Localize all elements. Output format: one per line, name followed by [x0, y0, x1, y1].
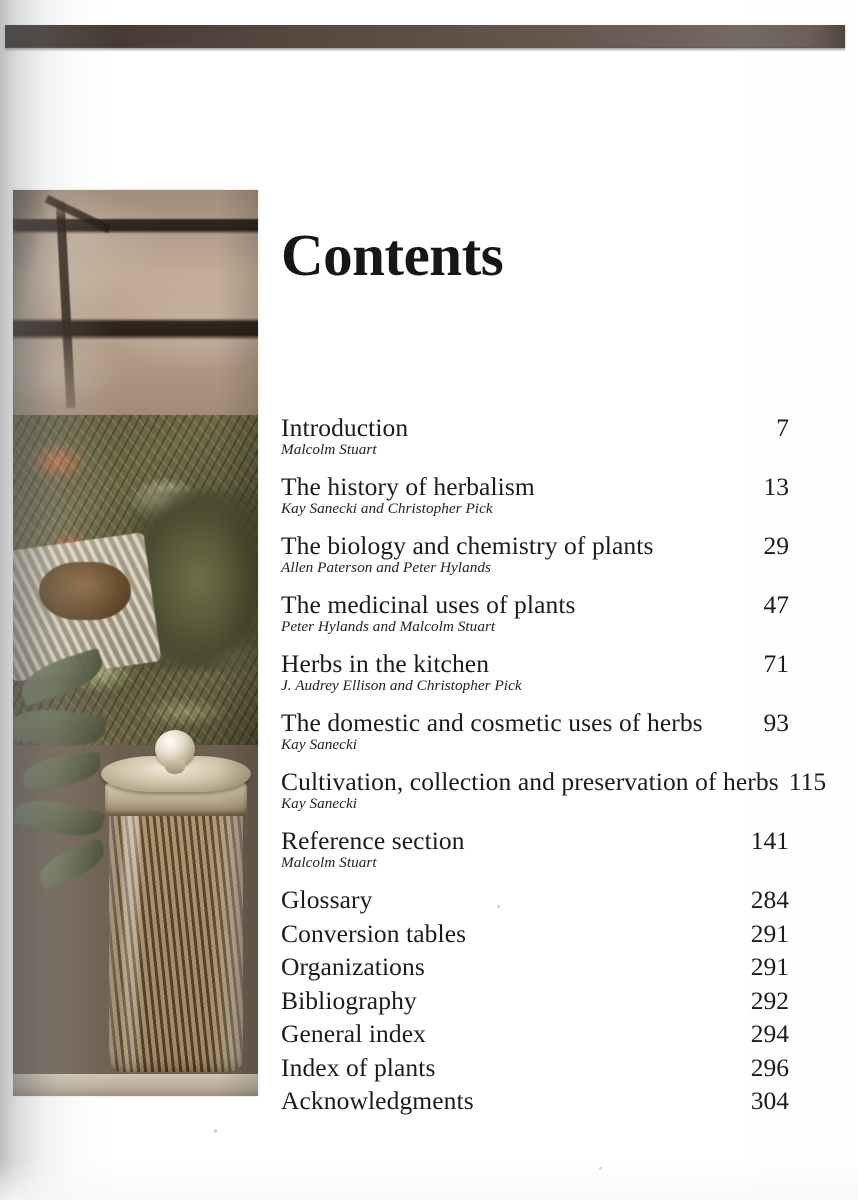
toc-entry-page-number: 13 [763, 472, 789, 501]
toc-entry-page-number: 29 [763, 531, 789, 560]
toc-entry-main [281, 827, 789, 855]
toc-entry-main [281, 532, 789, 560]
back-matter-list [281, 886, 789, 1115]
toc-entry-title: The domestic and cosmetic uses of herbs [281, 708, 703, 737]
photo-stem-branch [45, 195, 111, 233]
toc-entry-author: Kay Sanecki [281, 736, 358, 753]
toc-entry-title: Introduction [281, 413, 409, 442]
toc-entry[interactable] [281, 920, 789, 948]
toc-entry-author: Kay Sanecki [281, 795, 358, 812]
toc-entry-main [281, 767, 827, 796]
toc-entry-main [281, 473, 789, 501]
toc-entry-title: Bibliography [281, 985, 417, 1015]
toc-entry-author: Malcolm Stuart [281, 854, 377, 871]
toc-entry-main [281, 591, 789, 619]
toc-entry-page-number: 304 [750, 1086, 789, 1115]
photo-bay-leaf [13, 792, 106, 844]
toc-entry[interactable] [281, 1020, 789, 1048]
toc-entry-author: Malcolm Stuart [281, 441, 377, 458]
toc-entry[interactable] [281, 953, 789, 981]
toc-entry-title: The medicinal uses of plants [281, 590, 576, 619]
photo-basket-contents [39, 562, 131, 620]
toc-entry-page-number: 7 [776, 413, 789, 442]
toc-entry-page-number: 291 [750, 952, 789, 981]
toc-entry-page-number: 294 [750, 1019, 789, 1048]
photo-stone-wall [13, 190, 258, 430]
toc-entry-title: Conversion tables [281, 918, 467, 948]
photo-glass-jar-body [109, 802, 243, 1072]
toc-entry-page-number: 93 [763, 708, 789, 737]
toc-entry-title: Glossary [281, 885, 373, 914]
toc-entry-title: Acknowledgments [281, 1086, 474, 1115]
table-of-contents [281, 413, 827, 1121]
toc-entry-page-number: 115 [788, 767, 827, 796]
toc-entry-page-number: 47 [763, 590, 789, 619]
photo-stem [56, 198, 76, 408]
toc-entry[interactable] [281, 987, 789, 1015]
toc-entry[interactable] [281, 414, 789, 459]
toc-entry[interactable] [281, 650, 789, 695]
toc-entry-main [281, 709, 789, 737]
toc-entry[interactable] [281, 767, 827, 813]
scanner-top-bar [5, 25, 845, 48]
toc-entry-title: The history of herbalism [281, 472, 535, 501]
toc-entry[interactable] [281, 591, 789, 636]
page-title: Contents [281, 221, 504, 288]
toc-entry-title: Herbs in the kitchen [281, 649, 490, 678]
toc-entry-title: Cultivation, collection and preservation of herbs [281, 767, 779, 796]
toc-entry[interactable] [281, 886, 789, 914]
toc-entry-author: Peter Hylands and Malcolm Stuart [281, 618, 496, 635]
toc-entry-author: J. Audrey Ellison and Christopher Pick [281, 677, 522, 694]
toc-entry-main [281, 650, 789, 678]
toc-entry[interactable] [281, 709, 789, 754]
toc-entry-page-number: 71 [763, 649, 789, 678]
toc-entry-page-number: 141 [750, 826, 789, 855]
toc-entry-title: The biology and chemistry of plants [281, 531, 654, 560]
toc-entry-page-number: 296 [750, 1052, 789, 1082]
toc-entry-page-number: 292 [750, 985, 789, 1015]
toc-entry-author: Allen Paterson and Peter Hylands [281, 559, 491, 576]
toc-entry-title: General index [281, 1019, 427, 1048]
toc-entry[interactable] [281, 1087, 789, 1115]
photo-shelf-edge [13, 1074, 258, 1096]
toc-entry-page-number: 291 [750, 918, 789, 948]
photo-glass-jar-knob [155, 730, 195, 768]
toc-entry-title: Index of plants [281, 1052, 436, 1082]
toc-entry[interactable] [281, 827, 789, 872]
toc-entry-title: Reference section [281, 826, 465, 855]
toc-entry-title: Organizations [281, 952, 425, 981]
toc-entry[interactable] [281, 1054, 789, 1082]
photo-bay-leaf [34, 838, 109, 890]
toc-entry[interactable] [281, 532, 789, 577]
photo-bay-leaf [22, 752, 103, 790]
contents-photograph [13, 190, 258, 1096]
toc-entry-main [281, 414, 789, 442]
chapter-list [281, 413, 827, 872]
toc-entry-author: Kay Sanecki and Christopher Pick [281, 500, 493, 517]
toc-entry[interactable] [281, 473, 789, 518]
toc-entry-page-number: 284 [750, 885, 789, 914]
